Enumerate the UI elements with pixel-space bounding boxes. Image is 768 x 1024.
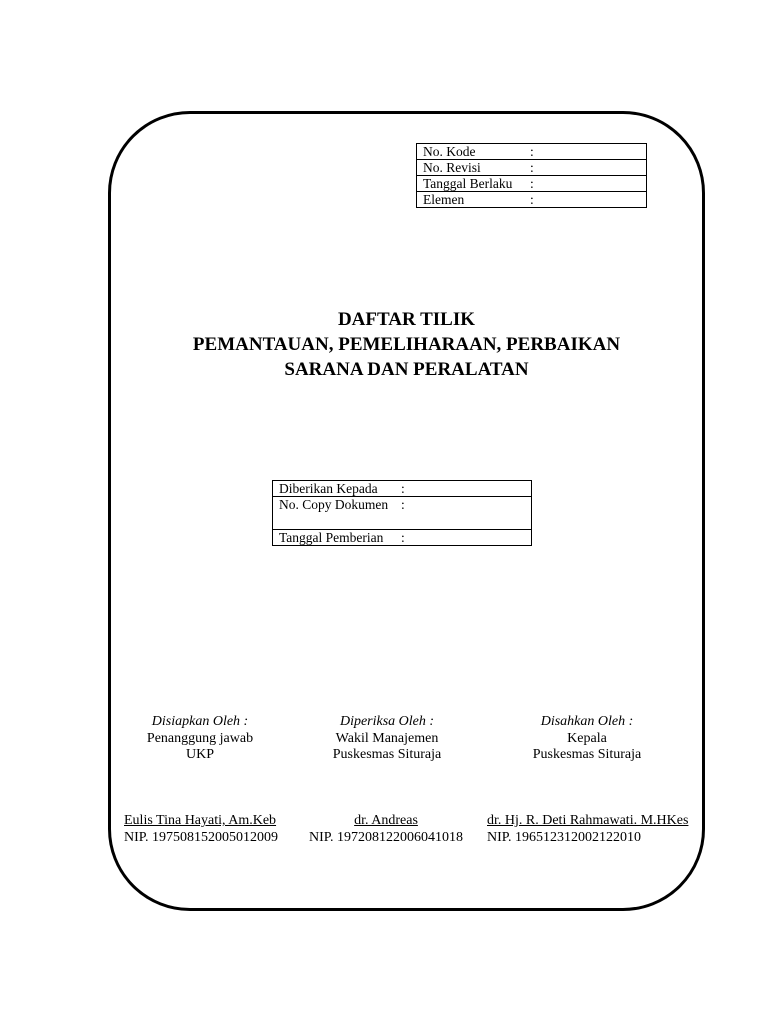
prepared-by-block — [100, 714, 300, 764]
dist-colon: : — [395, 481, 532, 497]
title-line-3: SARANA DAN PERALATAN — [284, 359, 529, 380]
meta-label-elemen: Elemen — [417, 192, 525, 208]
meta-colon: : — [524, 160, 647, 176]
checked-name: dr. Andreas — [354, 813, 418, 828]
table-row — [417, 160, 647, 176]
dist-colon: : — [395, 530, 532, 546]
checked-nip: NIP. 197208122006041018 — [309, 829, 464, 845]
prepared-position-2: UKP — [185, 747, 214, 762]
prepared-signer — [124, 813, 278, 846]
meta-label-kode: No. Kode — [417, 144, 525, 160]
table-row — [417, 192, 647, 208]
checked-role: Diperiksa Oleh : — [339, 714, 435, 729]
meta-colon: : — [524, 144, 647, 160]
approved-position-1: Kepala — [567, 730, 607, 746]
document-meta-table — [416, 143, 647, 208]
title-line-1: DAFTAR TILIK — [337, 309, 476, 330]
checked-position-1: Wakil Manajemen — [335, 730, 439, 746]
checked-by-block — [287, 714, 487, 764]
meta-colon: : — [524, 176, 647, 192]
meta-colon: : — [524, 192, 647, 208]
approved-signer — [487, 813, 688, 846]
title-line-2: PEMANTAUAN, PEMELIHARAAN, PERBAIKAN — [192, 334, 621, 355]
meta-label-revisi: No. Revisi — [417, 160, 525, 176]
table-row — [417, 176, 647, 192]
table-row — [417, 144, 647, 160]
meta-label-tanggal-berlaku: Tanggal Berlaku — [417, 176, 525, 192]
table-row — [273, 481, 532, 497]
approved-role: Disahkan Oleh : — [540, 714, 634, 729]
table-row — [273, 497, 532, 530]
checked-position-2: Puskesmas Situraja — [332, 747, 442, 762]
approved-nip: NIP. 196512312002122010 — [487, 829, 642, 845]
prepared-position-1: Penanggung jawab — [146, 730, 254, 746]
dist-label-tanggal-pemberian: Tanggal Pemberian — [273, 530, 396, 546]
prepared-role: Disiapkan Oleh : — [151, 714, 249, 729]
approved-name: dr. Hj. R. Deti Rahmawati. M.HKes — [487, 813, 689, 828]
approved-position-2: Puskesmas Situraja — [532, 747, 642, 762]
table-row — [273, 530, 532, 546]
document-title — [108, 307, 705, 382]
prepared-name: Eulis Tina Hayati, Am.Keb — [124, 813, 277, 828]
dist-colon: : — [395, 497, 532, 530]
dist-label-diberikan-kepada: Diberikan Kepada — [273, 481, 396, 497]
distribution-table — [272, 480, 532, 546]
prepared-nip: NIP. 197508152005012009 — [124, 829, 279, 845]
dist-label-no-copy: No. Copy Dokumen — [273, 497, 396, 530]
checked-signer — [309, 813, 463, 846]
approved-by-block — [487, 714, 687, 764]
